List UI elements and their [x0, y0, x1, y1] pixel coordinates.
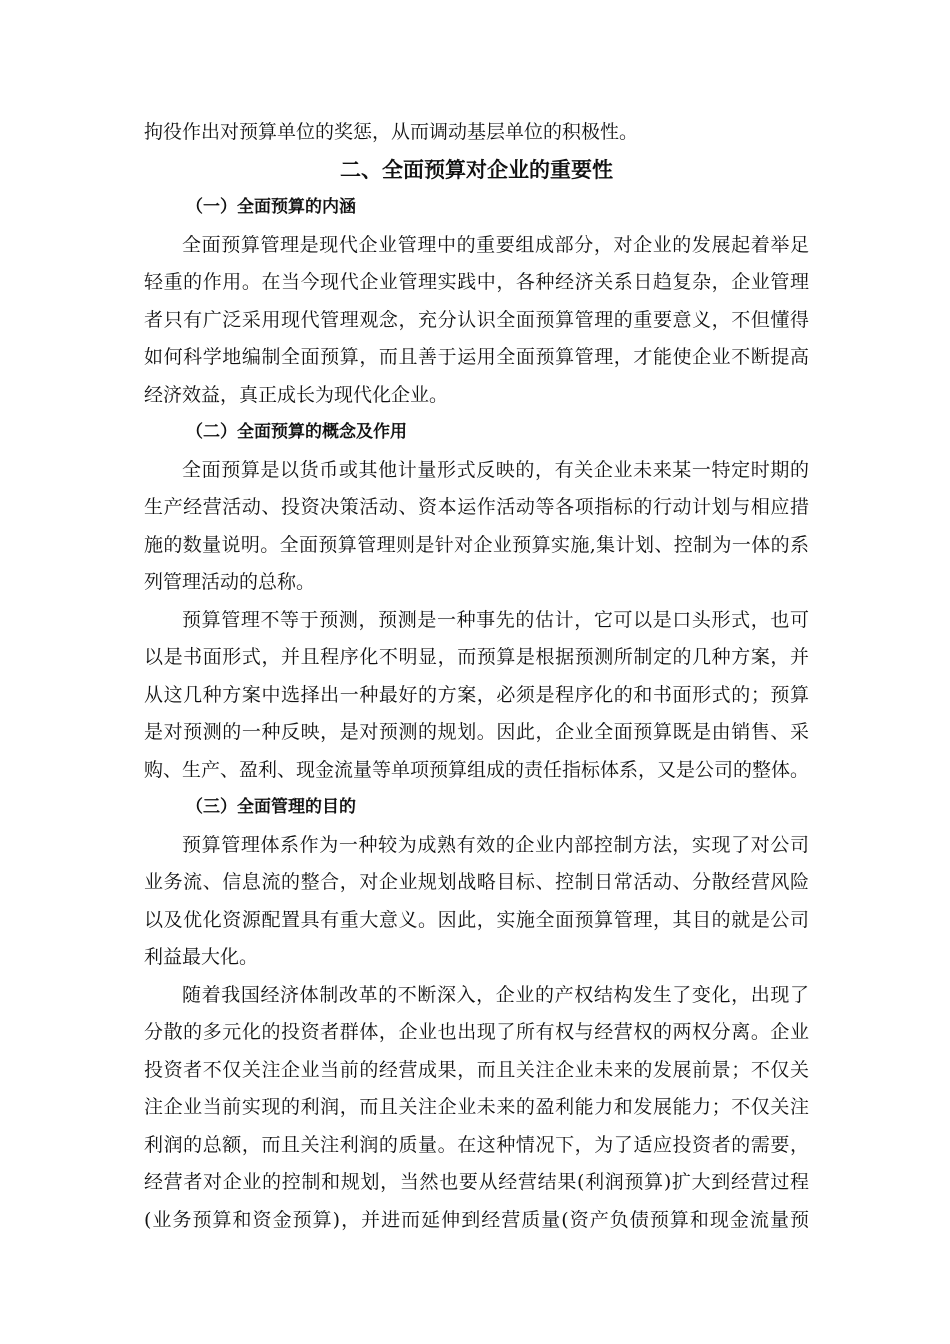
text-line: 施的数量说明。全面预算管理则是针对企业预算实施,集计划、控制为一体的系 [144, 533, 809, 556]
text-line: 经济效益，真正成长为现代化企业。 [144, 383, 449, 406]
paragraph [144, 227, 809, 415]
text-line: 以及优化资源配置具有重大意义。因此，实施全面预算管理，其目的就是公司 [144, 908, 809, 931]
text-line: 分散的多元化的投资者群体，企业也出现了所有权与经营权的两权分离。企业 [144, 1021, 809, 1043]
text-line: 投资者不仅关注企业当前的经营成果，而且关注企业未来的发展前景；不仅关 [144, 1058, 809, 1081]
text-line: 利益最大化。 [144, 946, 259, 968]
text-line: 利润的总额，而且关注利润的质量。在这种情况下，为了适应投资者的需要， [144, 1133, 809, 1156]
subsection-title-2: （二）全面预算的概念及作用 [186, 422, 407, 442]
text-line: 预算管理体系作为一种较为成熟有效的企业内部控制方法，实现了对公司 [182, 833, 809, 856]
text-line: 全面预算是以货币或其他计量形式反映的，有关企业未来某一特定时期的 [182, 458, 809, 481]
text-line: 如何科学地编制全面预算，而且善于运用全面预算管理，才能使企业不断提高 [144, 346, 809, 368]
subsection-title-1: （一）全面预算的内涵 [186, 197, 356, 217]
text-line: 业务流、信息流的整合，对企业规划战略目标、控制日常活动、分散经营风险 [144, 871, 809, 893]
text-line: 注企业当前实现的利润，而且关注企业未来的盈利能力和发展能力；不仅关注 [144, 1096, 809, 1118]
subsection-title-3: （三）全面管理的目的 [186, 797, 356, 817]
paragraph [144, 827, 809, 977]
paragraph [144, 452, 809, 602]
text-line: 生产经营活动、投资决策活动、资本运作活动等各项指标的行动计划与相应措 [144, 496, 809, 518]
text-line: 随着我国经济体制改革的不断深入，企业的产权结构发生了变化，出现了 [182, 983, 809, 1006]
document-content [144, 114, 809, 1239]
paragraph [144, 602, 809, 790]
text-line: 轻重的作用。在当今现代企业管理实践中，各种经济关系日趋复杂，企业管理 [144, 271, 809, 293]
text-line: 从这几种方案中选择出一种最好的方案，必须是程序化的和书面形式的；预算 [144, 683, 809, 706]
text-line: 全面预算管理是现代企业管理中的重要组成部分，对企业的发展起着举足 [182, 233, 809, 256]
text-line: 是对预测的一种反映，是对预测的规划。因此，企业全面预算既是由销售、采 [144, 721, 809, 743]
text-line: 以是书面形式，并且程序化不明显，而预算是根据预测所制定的几种方案，并 [144, 646, 809, 668]
lead-line: 拘役作出对预算单位的奖惩，从而调动基层单位的积极性。 [144, 121, 639, 143]
text-line: 预算管理不等于预测，预测是一种事先的估计，它可以是口头形式，也可 [182, 608, 809, 631]
text-line: 经营者对企业的控制和规划，当然也要从经营结果(利润预算)扩大到经营过程 [144, 1171, 809, 1193]
text-line: 列管理活动的总称。 [144, 571, 316, 593]
text-line: 者只有广泛采用现代管理观念，充分认识全面预算管理的重要意义，不但懂得 [144, 308, 809, 331]
section-heading: 二、全面预算对企业的重要性 [340, 158, 613, 182]
text-line: (业务预算和资金预算)，并进而延伸到经营质量(资产负债预算和现金流量预 [144, 1208, 809, 1231]
text-line: 购、生产、盈利、现金流量等单项预算组成的责任指标体系，又是公司的整体。 [144, 758, 810, 781]
paragraph [144, 977, 809, 1240]
